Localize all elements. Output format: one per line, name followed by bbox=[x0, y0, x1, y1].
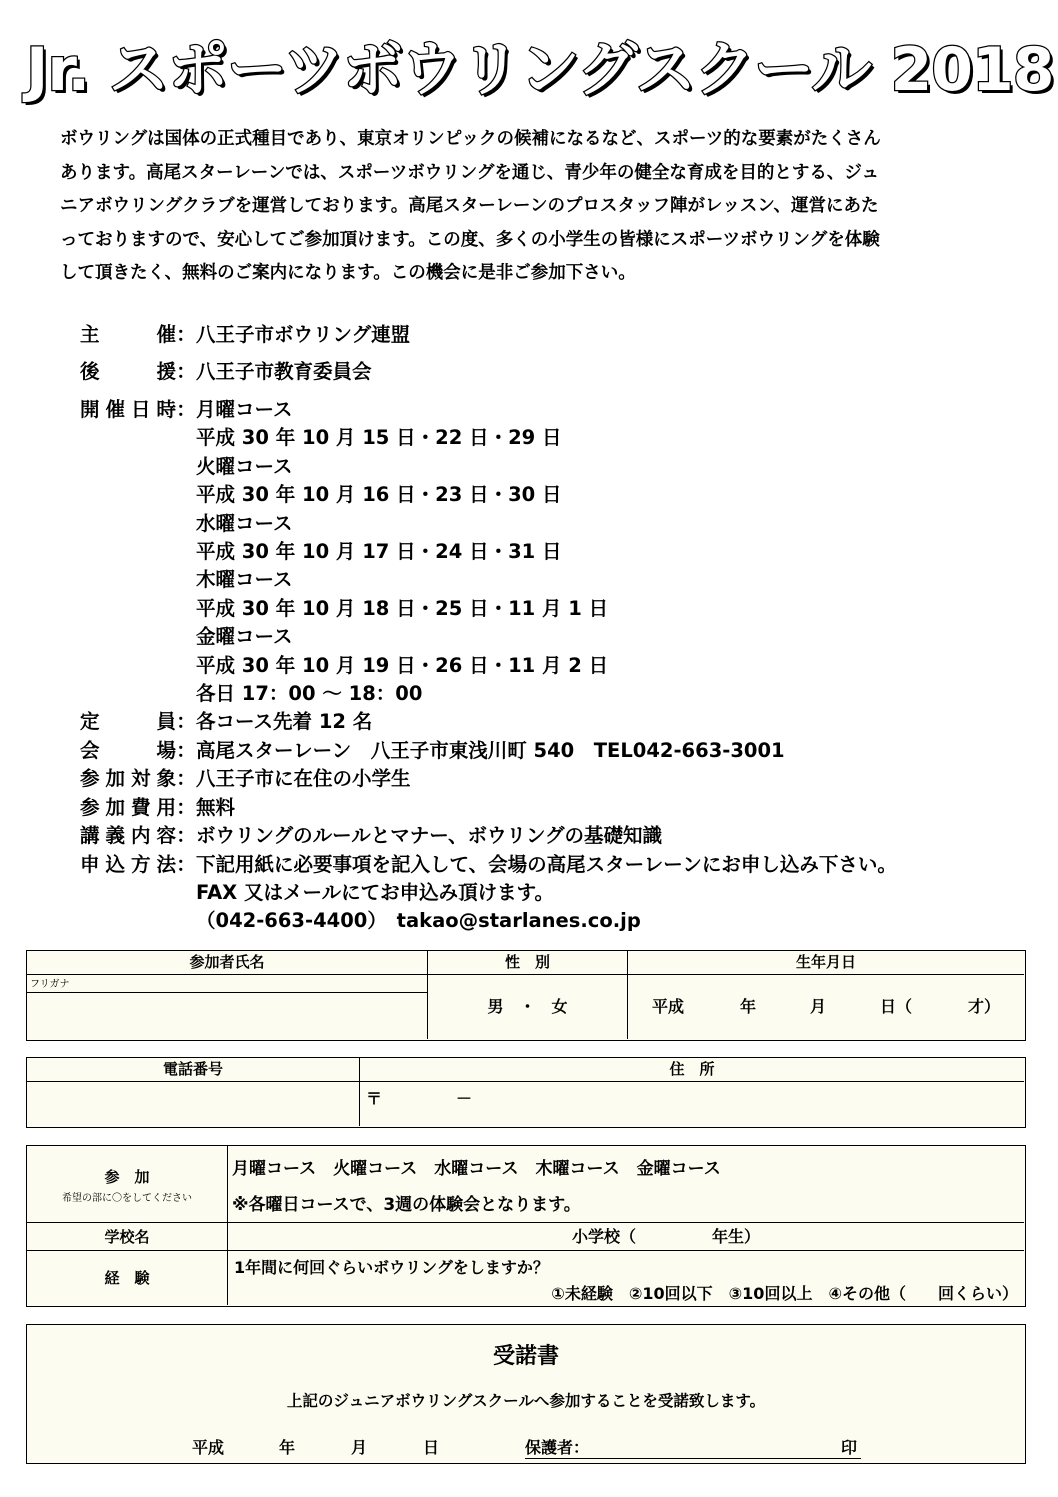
participation-label: 参 加 bbox=[104, 1168, 150, 1186]
intro-paragraph: ボウリングは国体の正式種目であり、東京オリンピックの候補になるなど、スポーツ的な要素がたくさん あります。高尾スターレーンでは、スポーツボウリングを通じ、青少年の健全な育成を目的とする、ジュ ニアボウリングクラブを運営しております。高尾スターレーンのプロスタッフ陣がレッスン、運営にあた っておりますので、安心してご参加頂けます。この度、多くの小学生の皆様にスポーツボウリングを体験 して頂きたく、無料のご案内になります。この機会に是非ご参加下さい。 bbox=[60, 129, 881, 283]
course-name: 火曜コース bbox=[196, 454, 293, 478]
course-dates: 平成 30 年 10 月 16 日・23 日・30 日 bbox=[196, 483, 562, 507]
postal-dash: － bbox=[456, 1089, 473, 1108]
school-field[interactable] bbox=[227, 1223, 1024, 1251]
birth-month-label: 月 bbox=[810, 997, 827, 1016]
event-info bbox=[80, 316, 1040, 936]
apply-label: 申込方法 bbox=[80, 852, 176, 876]
course-dates: 平成 30 年 10 月 17 日・24 日・31 日 bbox=[196, 540, 562, 564]
venue-row bbox=[80, 737, 1040, 765]
address-field[interactable] bbox=[359, 1082, 1024, 1126]
consent-text: 上記のジュニアボウリングスクールへ参加することを受諾致します。 bbox=[286, 1392, 766, 1410]
school-label: 学校名 bbox=[27, 1223, 227, 1251]
organizer-value: 八王子市ボウリング連盟 bbox=[196, 323, 411, 346]
birth-field[interactable] bbox=[627, 975, 1024, 1039]
birth-day-label: 日（ bbox=[880, 997, 913, 1016]
support-value: 八王子市教育委員会 bbox=[196, 360, 372, 383]
contact-table bbox=[26, 1057, 1026, 1128]
colon: ： bbox=[176, 852, 196, 876]
apply-row bbox=[80, 851, 1040, 879]
participation-table bbox=[26, 1145, 1026, 1307]
capacity-row bbox=[80, 708, 1040, 736]
colon: ： bbox=[176, 710, 196, 734]
course-choice-cell[interactable] bbox=[227, 1146, 1024, 1223]
apply-method: FAX 又はメールにてお申込み頂けます。 bbox=[196, 880, 555, 904]
datetime-row bbox=[80, 396, 1040, 424]
colon: ： bbox=[176, 795, 196, 819]
name-header: 参加者氏名 bbox=[27, 951, 427, 975]
seal-mark: 印 bbox=[841, 1438, 858, 1457]
consent-era: 平成 bbox=[192, 1438, 225, 1457]
gender-field[interactable]: 男 ・ 女 bbox=[427, 975, 627, 1039]
gender-header: 性 別 bbox=[427, 951, 627, 975]
experience-field[interactable] bbox=[227, 1251, 1024, 1305]
apply-value: 下記用紙に必要事項を記入して、会場の高尾スターレーンにお申し込み下さい。 bbox=[196, 852, 897, 876]
apply-contact: （042-663-4400） takao@starlanes.co.jp bbox=[196, 909, 641, 933]
content-value: ボウリングのルールとマナー、ボウリングの基礎知識 bbox=[196, 824, 663, 848]
colon: ： bbox=[176, 323, 196, 346]
venue-label: 会場 bbox=[80, 738, 176, 762]
birth-age-label: 才） bbox=[968, 997, 1001, 1016]
participation-label-cell bbox=[27, 1146, 227, 1223]
phone-field[interactable] bbox=[27, 1082, 359, 1126]
fee-row bbox=[80, 794, 1040, 822]
consent-signature-row bbox=[27, 1435, 1025, 1459]
course-dates: 平成 30 年 10 月 19 日・26 日・11 月 2 日 bbox=[196, 653, 609, 677]
fee-value: 無料 bbox=[196, 795, 236, 819]
capacity-label: 定員 bbox=[80, 710, 176, 734]
capacity-value: 各コース先着 12 名 bbox=[196, 710, 373, 734]
course-name: 月曜コース bbox=[196, 398, 293, 421]
course-time: 各日 17：00 ～ 18：00 bbox=[196, 682, 423, 706]
address-header: 住 所 bbox=[359, 1058, 1024, 1082]
colon: ： bbox=[176, 767, 196, 791]
consent-month: 月 bbox=[351, 1438, 368, 1457]
course-name: 木曜コース bbox=[196, 568, 293, 592]
birth-era: 平成 bbox=[652, 997, 685, 1016]
colon: ： bbox=[176, 824, 196, 848]
target-row bbox=[80, 765, 1040, 793]
birth-header: 生年月日 bbox=[627, 951, 1024, 975]
consent-year: 年 bbox=[279, 1438, 296, 1457]
colon: ： bbox=[176, 360, 196, 383]
consent-heading: 受諾書 bbox=[492, 1344, 559, 1369]
support-label: 後援 bbox=[80, 360, 176, 383]
grade-suffix: 年生） bbox=[712, 1227, 761, 1246]
venue-value: 高尾スターレーン 八王子市東浅川町 540 TEL042-663-3001 bbox=[196, 738, 785, 762]
content-row bbox=[80, 822, 1040, 850]
support-row bbox=[80, 353, 1040, 390]
furigana-label: フリガナ bbox=[30, 979, 70, 990]
colon: ： bbox=[176, 398, 196, 421]
target-label: 参加対象 bbox=[80, 767, 176, 791]
organizer-row bbox=[80, 316, 1040, 353]
colon: ： bbox=[176, 738, 196, 762]
course-name: 水曜コース bbox=[196, 511, 293, 535]
birth-year-label: 年 bbox=[740, 997, 757, 1016]
content-label: 講義内容 bbox=[80, 824, 176, 848]
datetime-label: 開催日時 bbox=[80, 398, 176, 421]
organizer-label: 主催 bbox=[80, 323, 176, 346]
course-note: ※各曜日コースで、3週の体験会となります。 bbox=[232, 1195, 581, 1215]
participant-table bbox=[26, 950, 1026, 1041]
name-field[interactable] bbox=[27, 993, 427, 1039]
course-dates: 平成 30 年 10 月 18 日・25 日・11 月 1 日 bbox=[196, 596, 609, 620]
course-name: 金曜コース bbox=[196, 625, 293, 649]
consent-day: 日 bbox=[423, 1438, 440, 1457]
fee-label: 参加費用 bbox=[80, 795, 176, 819]
postal-mark: 〒 bbox=[366, 1089, 383, 1108]
target-value: 八王子市に在住の小学生 bbox=[196, 767, 411, 791]
school-suffix: 小学校（ bbox=[572, 1227, 637, 1246]
page-title: Jr. スポーツボウリングスクール 2018 bbox=[26, 35, 1054, 105]
furigana-field[interactable] bbox=[27, 975, 427, 993]
participation-note: 希望の部に〇をしてください bbox=[62, 1193, 192, 1204]
guardian-label: 保護者： bbox=[525, 1438, 590, 1457]
guardian-signature-field[interactable] bbox=[525, 1435, 861, 1459]
experience-options[interactable]: ①未経験 ②10回以下 ③10回以上 ④その他（ 回くらい） bbox=[551, 1284, 1018, 1303]
phone-header: 電話番号 bbox=[27, 1058, 359, 1082]
course-dates: 平成 30 年 10 月 15 日・22 日・29 日 bbox=[196, 426, 562, 450]
experience-question: 1年間に何回ぐらいボウリングをしますか？ bbox=[234, 1258, 549, 1277]
course-choices[interactable]: 月曜コース 火曜コース 水曜コース 木曜コース 金曜コース bbox=[232, 1159, 721, 1179]
consent-box bbox=[26, 1324, 1026, 1464]
experience-label: 経 験 bbox=[104, 1269, 150, 1287]
